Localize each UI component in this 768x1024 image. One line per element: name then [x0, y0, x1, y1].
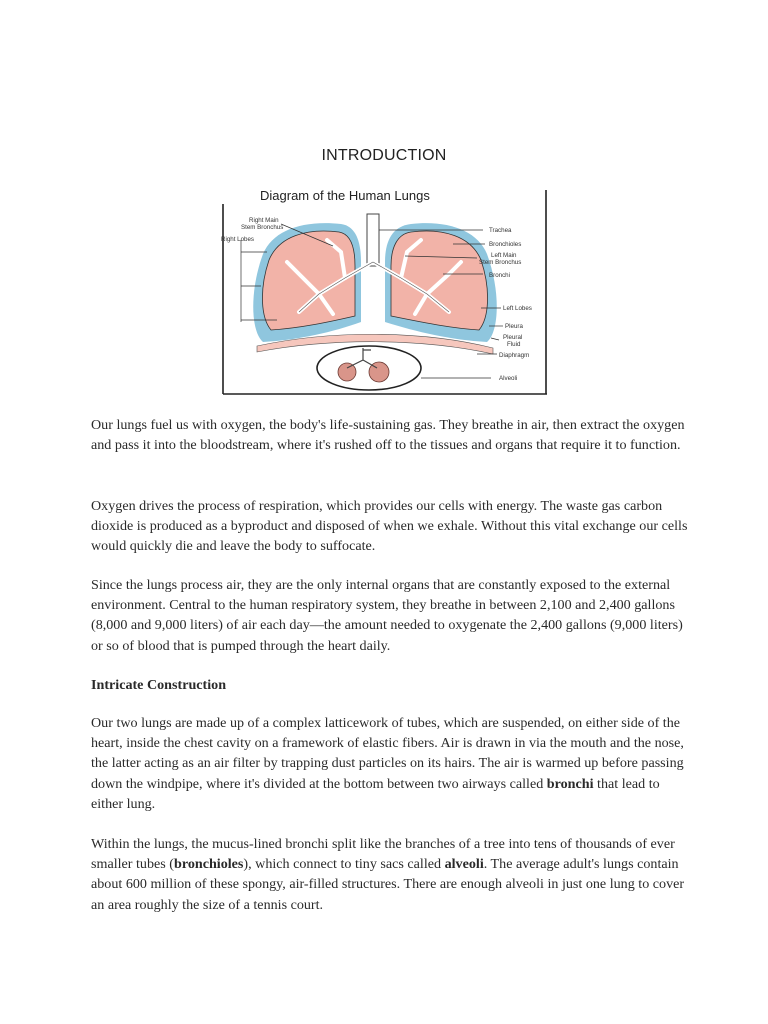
label-pleural-fluid-2: Fluid — [507, 341, 521, 348]
label-bronchioles: Bronchioles — [489, 241, 522, 248]
p4-text-a: Our two lungs are made up of a complex latticework of tubes, which are suspended, on either side of the heart, inside the chest cavity on a framework of elastic fibers. Air is drawn in via the mouth and the nose, the latter acting as an air filter by trapping dust particles on its hairs. The air is warmed up before passing down the windpipe, where it's divided at the bottom between two airways called — [91, 715, 684, 792]
label-pleural-fluid-1: Pleural — [503, 334, 523, 341]
alveoli-cluster-left — [338, 363, 356, 381]
section-heading: Intricate Construction — [91, 677, 227, 693]
term-bronchioles: bronchioles — [173, 856, 244, 873]
paragraph-bronchioles — [91, 834, 691, 915]
paragraph-construction — [91, 713, 691, 814]
label-left-main-2: Stem Bronchus — [479, 259, 522, 266]
paragraph-air-volume: Since the lungs process air, they are the only internal organs that are constantly exposed to the external environment. Central to the human respiratory system, they breathe in between 2,100 and 2,400 gallons (8,000 and 9,000 liters) of air each day—the amount needed to oxygenate the 2,400 gallons (9,000 liters) or so of blood that is pumped through the heart daily. — [91, 577, 683, 654]
paragraph-oxygen-fuel: Our lungs fuel us with oxygen, the body's life-sustaining gas. They breathe in air, then extract the oxygen and pass it into the bloodstream, where it's rushed off to the tissues and organs that require it to function. — [91, 417, 685, 454]
label-pleura: Pleura — [505, 323, 523, 330]
label-right-lobes: Right Lobes — [221, 236, 255, 243]
p4-text-c: that lead to either lung. — [91, 775, 660, 812]
label-diaphragm: Diaphragm — [499, 352, 530, 359]
p5-text-a: Within the lungs, the mucus-lined bronchi split like the branches of a tree into tens of thousands of ever smaller tubes ( — [91, 836, 675, 873]
label-trachea: Trachea — [489, 227, 512, 234]
trachea-shape — [367, 214, 379, 266]
label-alveoli: Alveoli — [499, 375, 518, 382]
page-heading: INTRODUCTION — [321, 147, 447, 164]
label-left-main-1: Left Main — [491, 252, 517, 259]
term-bronchi: bronchi — [546, 775, 594, 792]
paragraph-respiration: Oxygen drives the process of respiration, which provides our cells with energy. The waste gas carbon dioxide is produced as a byproduct and disposed of when we exhale. Without this vital exchange our cells would quickly die and leave the body to suffocate. — [91, 498, 688, 555]
label-bronchi: Bronchi — [489, 272, 510, 279]
p5-text-e: . The average adult's lungs contain about 600 million of these spongy, air-filled structures. There are enough alveoli in just one lung to cover an area roughly the size of a tennis court. — [91, 856, 685, 913]
lungs-diagram-svg — [221, 182, 549, 396]
term-alveoli: alveoli — [444, 856, 484, 873]
label-left-lobes: Left Lobes — [503, 305, 532, 312]
alveoli-inset — [317, 346, 421, 390]
label-right-main-2: Stem Bronchus — [241, 224, 284, 231]
leader-pleural-fluid — [491, 338, 499, 340]
diagram-title: Diagram of the Human Lungs — [260, 188, 430, 203]
label-right-main-1: Right Main — [249, 217, 279, 224]
p5-text-c: ), which connect to tiny sacs called — [243, 856, 445, 873]
lungs-diagram — [221, 182, 549, 396]
